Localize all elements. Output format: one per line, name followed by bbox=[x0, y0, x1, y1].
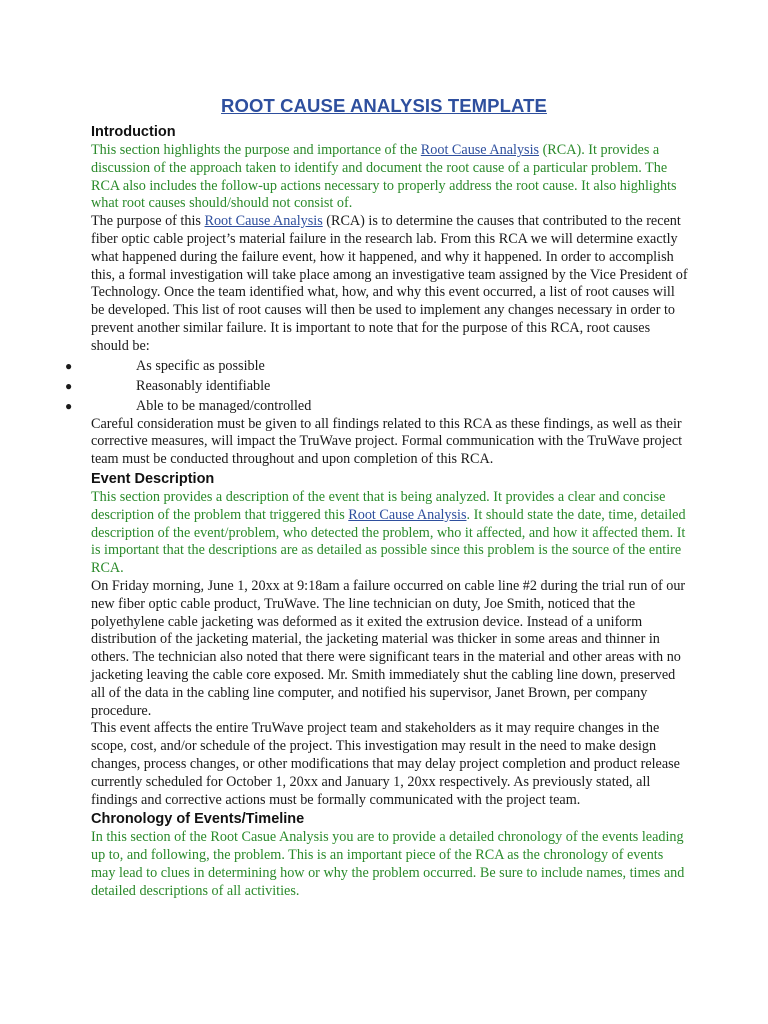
root-cause-criteria-list bbox=[65, 356, 691, 416]
event-body-text: On Friday morning, June 1, 20xx at 9:18am a failure occurred on cable line #2 during the trial run of our new fiber optic cable product, TruWave. The line technician on duty, Joe Smith, noticed that the polyethylene cable jacketing was deformed as it exited the extrusion device. Instead of a uniform distribution of the jacketing material, the jacketing material was thicker in some areas and thinner in others. The technician also noted that there were significant tears in the material and other areas with no jacketing leaving the cable core exposed. Mr. Smith immediately shut the cabling line down, preserved all of the data in the cabling line computer, and notified his supervisor, Janet Brown, per company procedure. bbox=[91, 577, 686, 719]
introduction-body-text bbox=[91, 213, 691, 355]
section-heading-chronology: Chronology of Events/Timeline bbox=[91, 811, 305, 828]
list-item bbox=[65, 396, 691, 416]
section-heading-introduction: Introduction bbox=[91, 124, 176, 140]
guidance-text-start: This section provides a description of the event that is being analyzed. It provides a clear and concise description of the problem that triggered this bbox=[91, 488, 666, 523]
introduction-closing-text: Careful consideration must be given to all findings related to this RCA as these findings, as well as their corrective measures, will impact the TruWave project. Formal communication with the TruWave project team must be conducted throughout and upon completion of this RCA. bbox=[91, 415, 683, 468]
list-item bbox=[65, 356, 691, 376]
document-title: ROOT CAUSE ANALYSIS TEMPLATE bbox=[221, 95, 547, 116]
list-item-text: As specific as possible bbox=[136, 357, 265, 374]
document-content bbox=[65, 122, 691, 900]
list-item bbox=[65, 376, 691, 396]
event-impact-text: This event affects the entire TruWave project team and stakeholders as it may require changes in the scope, cost, and/or schedule of the project. This investigation may result in the need to make design changes, process changes, or other modifications that may delay project completion and product release currently scheduled for October 1, 20xx and January 1, 20xx respectively. As previously stated, all findings and corrective actions must be formally communicated with the project team. bbox=[91, 720, 680, 808]
introduction-guidance-text bbox=[91, 142, 691, 213]
bullet-icon: ● bbox=[65, 398, 73, 413]
bullet-icon: ● bbox=[65, 378, 73, 393]
root-cause-analysis-link[interactable]: Root Cause Analysis bbox=[348, 506, 467, 523]
body-text-start: The purpose of this bbox=[91, 213, 205, 230]
chronology-guidance-text: In this section of the Root Casue Analysis you are to provide a detailed chronology of the events leading up to, and following, the problem. This is an important piece of the RCA as the chronology of events may lead to clues in determining how or why the problem occurred. Be sure to include names, times and detailed descriptions of all activities. bbox=[91, 829, 685, 899]
bullet-icon: ● bbox=[65, 358, 73, 373]
guidance-text-start: This section highlights the purpose and importance of the bbox=[91, 142, 421, 158]
guidance-text-end: (RCA). It provides a discussion of the approach taken to identify and document the root cause of a particular problem. The RCA also includes the follow-up actions necessary to properly address the root cause. It also highlights what root causes should/should not consist of. bbox=[91, 142, 677, 212]
section-heading-event-description: Event Description bbox=[91, 470, 215, 487]
list-item-text: Able to be managed/controlled bbox=[136, 397, 312, 414]
guidance-text-end: . It should state the date, time, detailed description of the event/problem, who detected the problem, who it affected, and how it affected them. It is important that the descriptions are as detailed as possible since this problem is the source of the entire RCA. bbox=[91, 506, 686, 577]
root-cause-analysis-link[interactable]: Root Cause Analysis bbox=[204, 213, 323, 230]
body-text-end: (RCA) is to determine the causes that contributed to the recent fiber optic cable project’s material failure in the research lab. From this RCA we will determine exactly what happened during the failure event, how it happened, and why it happened. In order to accomplish this, a formal investigation will take place among an investigative team assigned by the Vice President of Technology. Once the team identified what, how, and why this event occurred, a list of root causes will be developed. This list of root causes will then be used to implement any changes necessary in order to prevent another similar failure. It is important to note that for the purpose of this RCA, root causes should be: bbox=[91, 213, 688, 354]
root-cause-analysis-link[interactable]: Root Cause Analysis bbox=[420, 142, 540, 158]
list-item-text: Reasonably identifiable bbox=[136, 377, 271, 394]
event-guidance-text bbox=[91, 489, 691, 578]
